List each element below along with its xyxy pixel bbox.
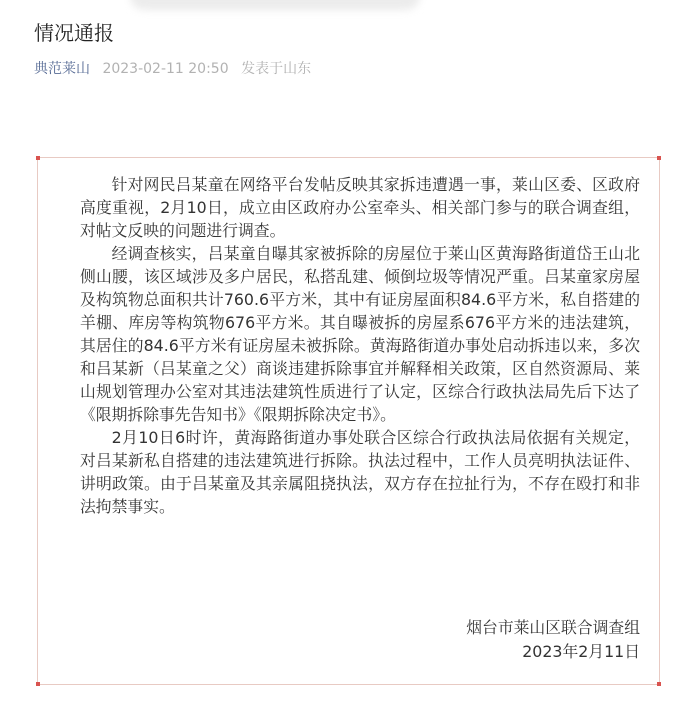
account-name-link[interactable]: 典范莱山	[34, 61, 90, 77]
corner-marker	[36, 156, 40, 160]
signature-organization: 烟台市莱山区联合调查组	[466, 618, 640, 637]
notice-box	[37, 157, 660, 685]
article-meta	[34, 60, 319, 78]
notice-paragraph-2: 经调查核实，吕某童自曝其家被拆除的房屋位于莱山区黄海路街道岱王山北侧山腰，该区域涉及多户居民，私搭乱建、倾倒垃圾等情况严重。吕某童家房屋及构筑物总面积共计760.6平方米，其中有证房屋面积84.6平方米，私自搭建的羊棚、库房等构筑物676平方米。其自曝被拆的房屋系676平方米的违法建筑，其居住的84.6平方米有证房屋未被拆除。黄海路街道办事处启动拆违以来，多次和吕某新（吕某童之父）商谈违建拆除事宜并解释相关政策，区自然资源局、莱山规划管理办公室对其违法建筑性质进行了认定，区综合行政执法局先后下达了《限期拆除事先告知书》《限期拆除决定书》。	[80, 244, 640, 424]
notice-paragraph-1: 针对网民吕某童在网络平台发帖反映其家拆违遭遇一事，莱山区委、区政府高度重视，2月10日，成立由区政府办公室牵头、相关部门参与的联合调查组，对帖文反映的问题进行调查。	[80, 175, 640, 240]
top-shadow	[130, 0, 420, 10]
publish-time: 2023-02-11 20:50	[102, 61, 229, 77]
notice-paragraph-3: 2月10日6时许，黄海路街道办事处联合区综合行政执法局依据有关规定，对吕某新私自搭建的违法建筑进行拆除。执法过程中，工作人员亮明执法证件、讲明政策。由于吕某童及其亲属阻挠执法，双方存在拉扯行为，不存在殴打和非法拘禁事实。	[80, 428, 640, 516]
corner-marker	[657, 156, 661, 160]
signature-block	[466, 616, 640, 664]
signature-date: 2023年2月11日	[522, 642, 640, 661]
article-title: 情况通报	[34, 21, 114, 45]
corner-marker	[36, 682, 40, 686]
corner-marker	[657, 682, 661, 686]
notice-body	[80, 173, 640, 518]
publish-location: 发表于山东	[241, 61, 312, 77]
